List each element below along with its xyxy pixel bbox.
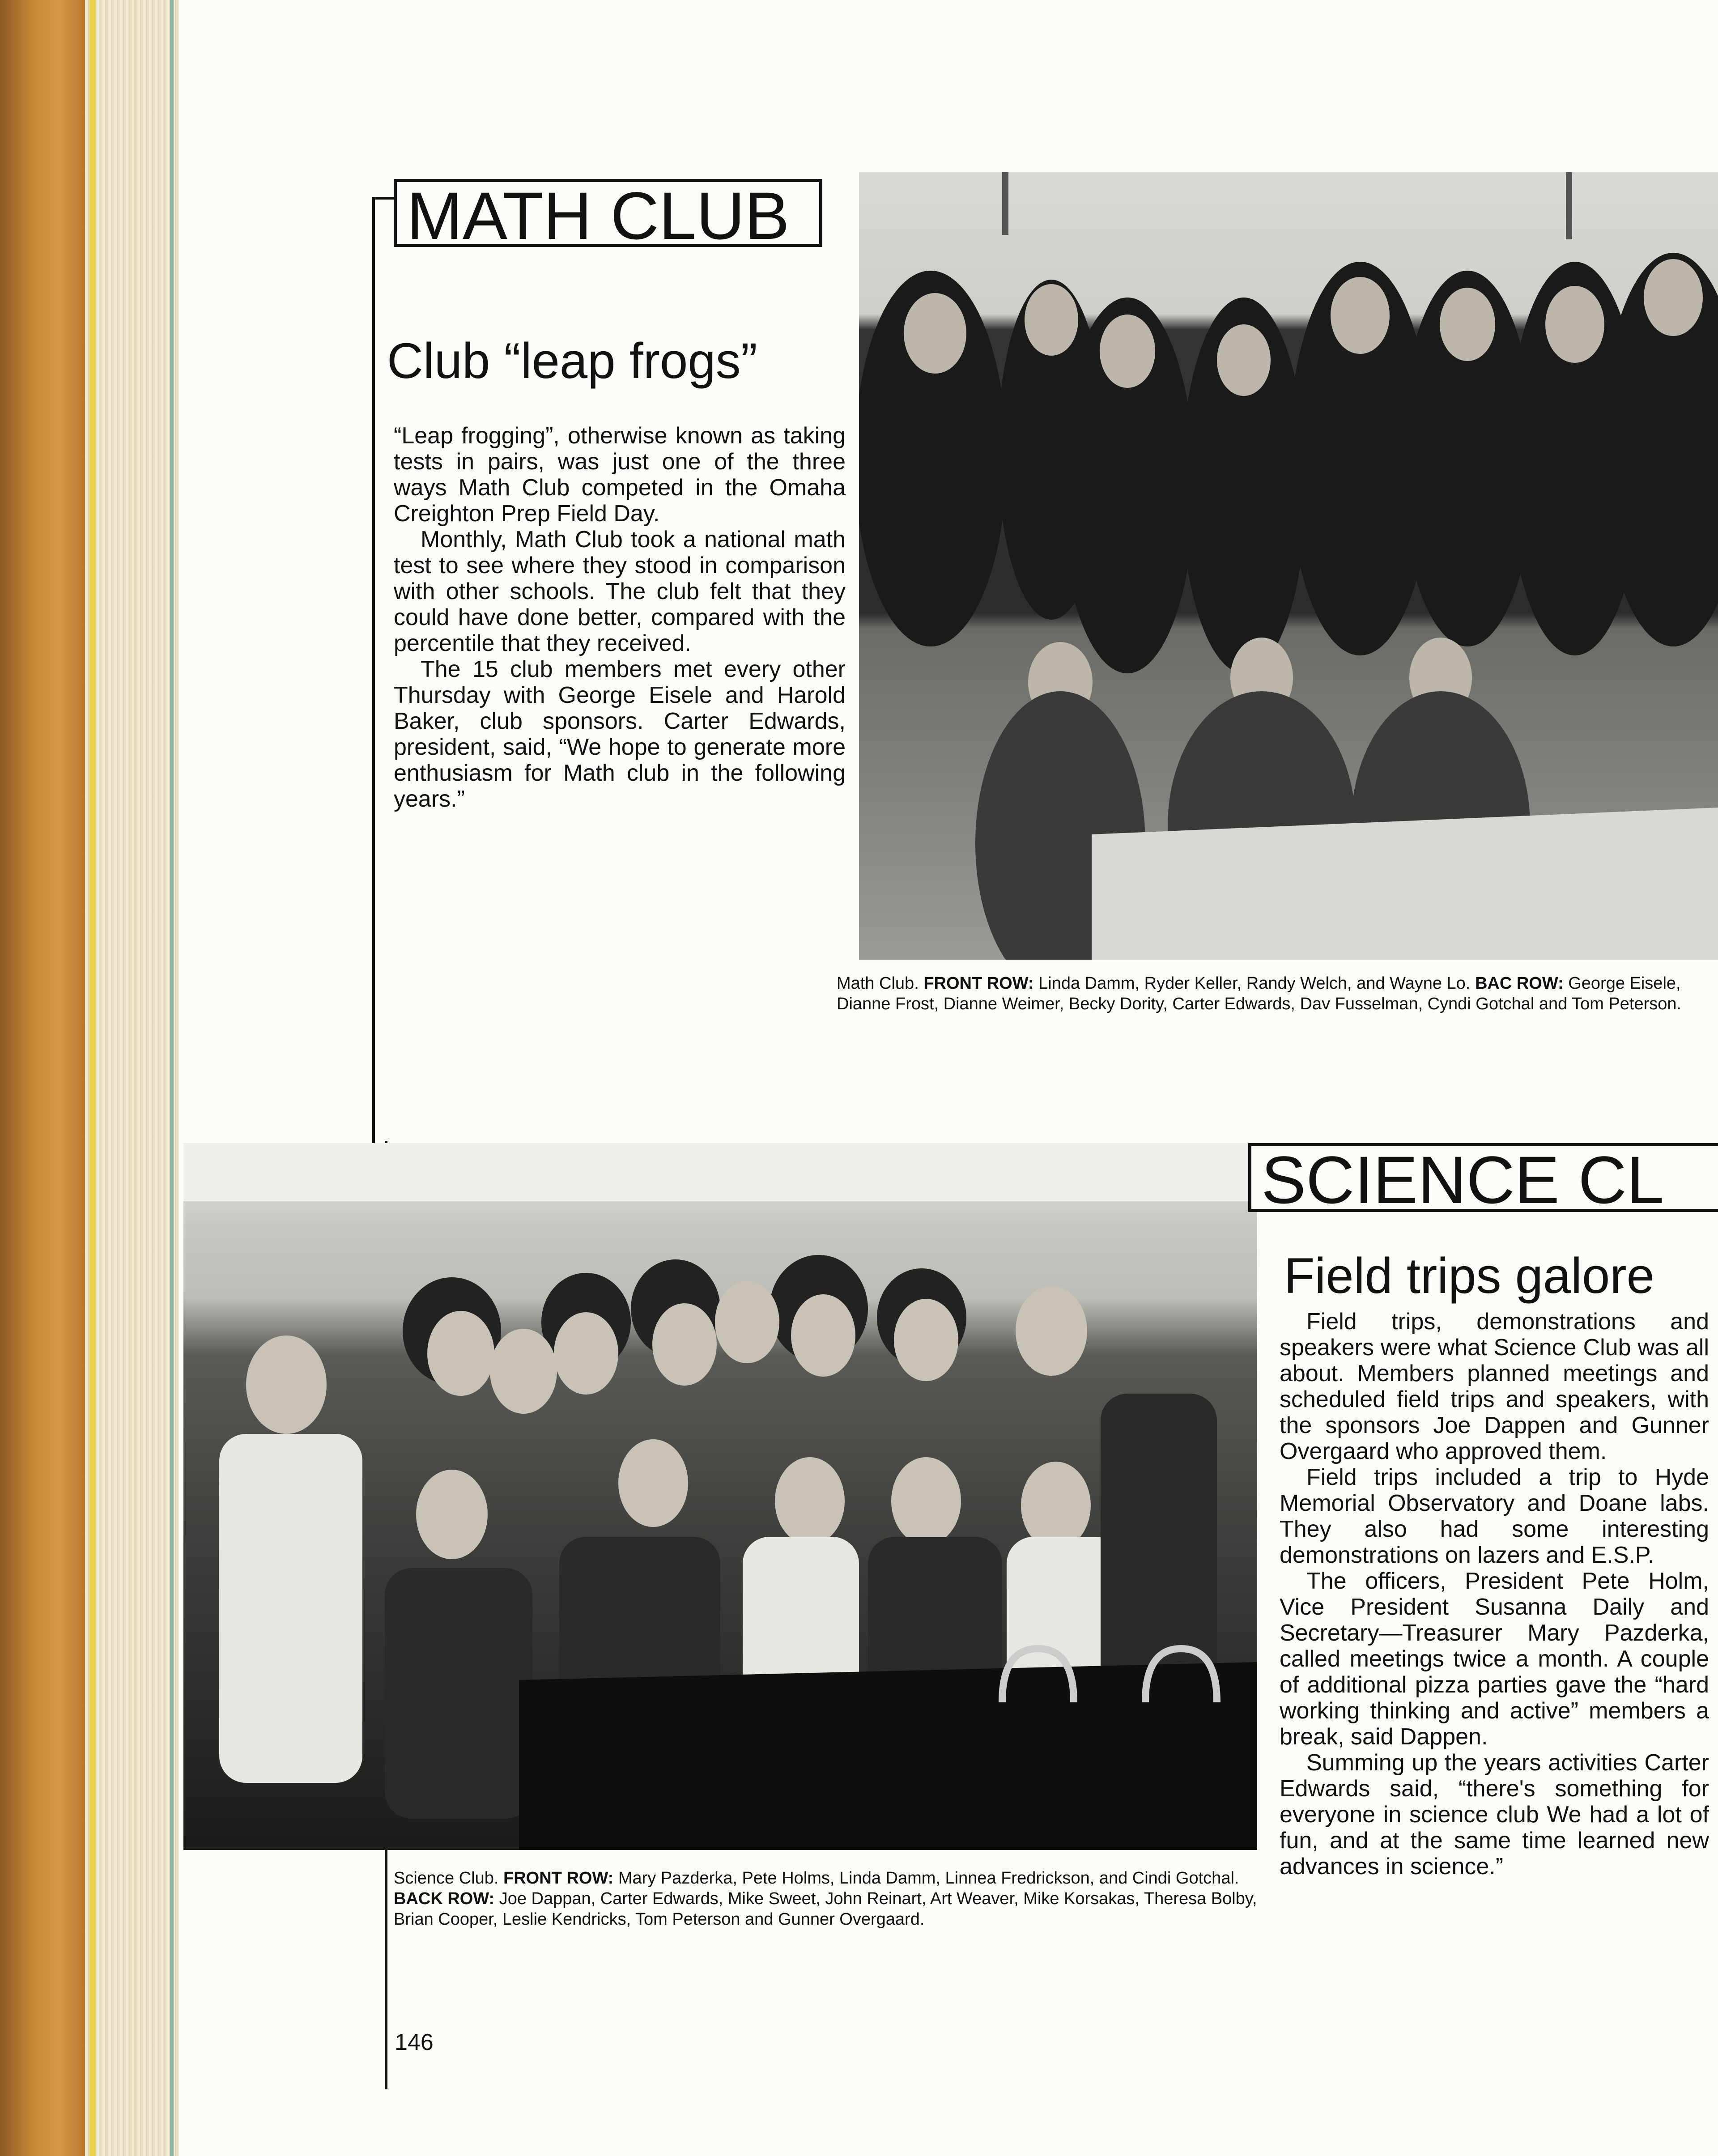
math-paragraph: Monthly, Math Club took a national math test to see where they stood in comparison with other schools. The club felt that they could have done better, compared with the percentile that they received. [394,527,846,656]
science-club-heading: SCIENCE CL [1248,1143,1718,1212]
math-club-heading: MATH CLUB [394,179,822,247]
science-paragraph: The officers, President Pete Holm, Vice President Susanna Daily and Secretary—Treasurer Mary Pazderka, called meetings twice a month. A couple of additional pizza parties gave the “hard working thinking and active” members a break, said Dappen. [1280,1568,1709,1750]
science-club-photo [183,1143,1257,1850]
science-club-caption [394,1868,1266,1930]
science-club-subheading: Field trips galore [1284,1248,1654,1304]
math-club-caption [837,973,1718,1014]
math-frame-line [372,197,375,1145]
science-paragraph: Field trips included a trip to Hyde Memorial Observatory and Doane labs. They also had some interesting demonstrations on lazers and E.S.P. [1280,1464,1709,1568]
science-paragraph: Summing up the years activities Carter Edwards said, “there's something for everyone in science club We had a lot of fun, and at the same time learned new advances in science.” [1280,1750,1709,1880]
math-club-article [394,423,846,812]
caption-front-names: Mary Pazderka, Pete Holms, Linda Damm, Linnea Fredrickson, and Cindi Gotchal. [613,1869,1239,1888]
caption-back-names: George Eisele, Dianne Frost, Dianne Weimer, Becky Dority, Carter Edwards, Dav Fusselman, Cyndi Gotchal and Tom Peterson. [837,974,1682,1013]
page-edges [85,0,183,2156]
science-club-article [1280,1309,1709,1880]
math-paragraph: The 15 club members met every other Thursday with George Eisele and Harold Baker, club sponsors. Carter Edwards, president, said, “We hope to generate more enthusiasm for Math club in the following years.” [394,656,846,812]
math-club-subheading: Club “leap frogs” [387,333,757,389]
caption-front-names: Linda Damm, Ryder Keller, Randy Welch, and Wayne Lo. [1033,974,1475,993]
caption-front-label: FRONT ROW: [923,974,1034,993]
caption-intro: Math Club. [837,974,924,993]
caption-back-label: BAC ROW: [1475,974,1564,993]
caption-back-label: BACK ROW: [394,1889,495,1908]
caption-back-names: Joe Dappan, Carter Edwards, Mike Sweet, John Reinart, Art Weaver, Mike Korsakas, Theresa Bolby, Brian Cooper, Leslie Kendricks, Tom Peterson and Gunner Overgaard. [394,1889,1257,1929]
page-edge-yellow [89,0,96,2156]
caption-intro: Science Club. [394,1869,504,1888]
math-club-photo [859,172,1718,960]
math-photo-figures [859,172,1718,960]
book-spine [0,0,85,2156]
caption-front-label: FRONT ROW: [503,1869,614,1888]
page-number: 146 [395,2029,434,2055]
page-edge-green [170,0,174,2156]
science-photo-figures [183,1143,1257,1850]
science-paragraph: Field trips, demonstrations and speakers were what Science Club was all about. Members planned meetings and scheduled field trips and speakers, with the sponsors Joe Dappen and Gunner Overgaard who approved them. [1280,1309,1709,1464]
math-paragraph: “Leap frogging”, otherwise known as taking tests in pairs, was just one of the three ways Math Club competed in the Omaha Creighton Prep Field Day. [394,423,846,527]
